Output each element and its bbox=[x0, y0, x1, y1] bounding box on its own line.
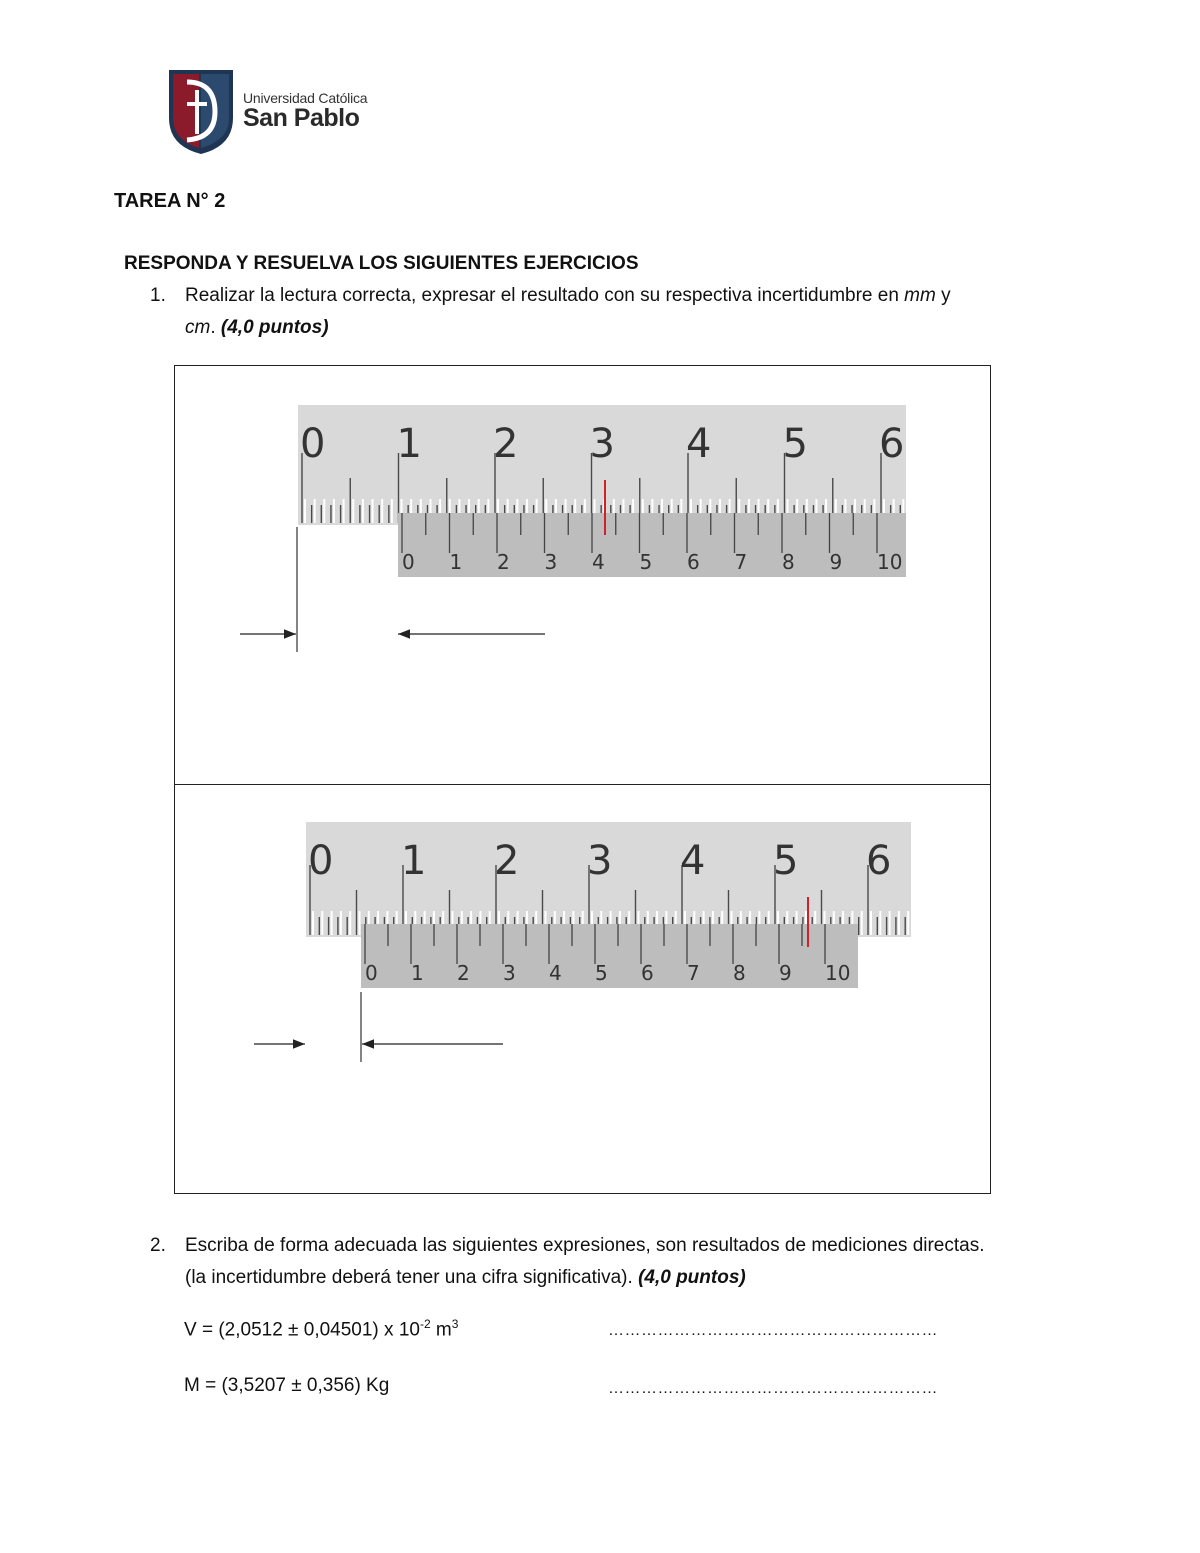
main-scale-label: 6 bbox=[866, 838, 892, 884]
expression-volume-text: V = (2,0512 ± 0,04501) x 10 bbox=[184, 1319, 420, 1341]
question-1-points: (4,0 puntos) bbox=[220, 317, 329, 338]
vernier-scale-label: 0 bbox=[365, 961, 378, 985]
main-scale-label: 2 bbox=[494, 838, 520, 884]
vernier-scale-label: 4 bbox=[549, 961, 562, 985]
vernier-scale-label: 9 bbox=[779, 961, 792, 985]
question-2-number: 2. bbox=[150, 1235, 166, 1256]
main-scale-label: 6 bbox=[879, 421, 905, 467]
unit-cm: cm bbox=[185, 317, 211, 338]
expression-volume-exponent: -2 bbox=[419, 1317, 431, 1331]
vernier-scale-label: 7 bbox=[734, 550, 748, 574]
answer-blank-mass[interactable]: …………………………………………………… bbox=[608, 1380, 938, 1397]
vernier-scale-label: 8 bbox=[733, 961, 746, 985]
vernier-scale-label: 2 bbox=[457, 961, 470, 985]
expression-volume-unit: m bbox=[430, 1319, 452, 1341]
vernier-scale-label: 7 bbox=[687, 961, 700, 985]
question-1-text-b: y bbox=[935, 285, 951, 306]
main-scale-label: 0 bbox=[300, 421, 326, 467]
vernier-scale-label: 8 bbox=[782, 550, 795, 574]
answer-blank-volume[interactable]: …………………………………………………… bbox=[608, 1322, 938, 1339]
vernier-scale-label: 10 bbox=[825, 961, 851, 985]
vernier-scale-label: 3 bbox=[503, 961, 516, 985]
expression-volume-unit-exponent: 3 bbox=[451, 1317, 459, 1331]
task-title: TAREA N° 2 bbox=[114, 190, 226, 212]
question-2-text bbox=[185, 1230, 985, 1294]
main-scale-label: 1 bbox=[396, 421, 422, 467]
question-1-number: 1. bbox=[150, 285, 166, 306]
main-scale-label: 3 bbox=[587, 838, 613, 884]
logo-campus-name: San Pablo bbox=[243, 104, 360, 132]
expression-mass: M = (3,5207 ± 0,356) Kg bbox=[184, 1375, 390, 1396]
vernier-scale-label: 5 bbox=[639, 550, 653, 574]
main-scale-label: 0 bbox=[308, 838, 334, 884]
vernier-1 bbox=[240, 405, 906, 652]
main-scale-label: 1 bbox=[401, 838, 427, 884]
unit-mm: mm bbox=[904, 285, 936, 306]
logo-university-name: Universidad Católica bbox=[243, 90, 368, 106]
vernier-scale-label: 9 bbox=[829, 550, 843, 574]
vernier-scale-label: 3 bbox=[544, 550, 558, 574]
vernier-scale-label: 1 bbox=[449, 550, 463, 574]
vernier-scale-label: 1 bbox=[411, 961, 424, 985]
vernier-scale-label: 4 bbox=[592, 550, 605, 574]
question-1-text-c: . bbox=[210, 317, 221, 338]
question-2-line-1: Escriba de forma adecuada las siguientes expresiones, son resultados de mediciones directas. bbox=[185, 1235, 985, 1256]
main-scale-label: 4 bbox=[680, 838, 706, 884]
vernier-scale-label: 10 bbox=[877, 550, 903, 574]
vernier-scale-label: 6 bbox=[641, 961, 654, 985]
main-scale-label: 5 bbox=[773, 838, 799, 884]
main-scale-label: 5 bbox=[782, 421, 808, 467]
main-scale-label: 3 bbox=[589, 421, 615, 467]
expression-volume bbox=[184, 1317, 458, 1341]
question-1-text-a: Realizar la lectura correcta, expresar el resultado con su respectiva incertidumbre en bbox=[185, 285, 905, 306]
vernier-scale-label: 0 bbox=[402, 550, 415, 574]
question-2-points: (4,0 puntos) bbox=[638, 1267, 746, 1288]
vernier-2 bbox=[254, 822, 911, 1062]
main-scale-label: 2 bbox=[493, 421, 519, 467]
section-title: RESPONDA Y RESUELVA LOS SIGUIENTES EJERCICIOS bbox=[124, 253, 639, 274]
vernier-scale-label: 2 bbox=[497, 550, 510, 574]
question-2-line-2: (la incertidumbre deberá tener una cifra significativa). bbox=[185, 1267, 639, 1288]
vernier-scale-label: 6 bbox=[687, 550, 700, 574]
vernier-scale-label: 5 bbox=[595, 961, 608, 985]
main-scale-label: 4 bbox=[686, 421, 712, 467]
